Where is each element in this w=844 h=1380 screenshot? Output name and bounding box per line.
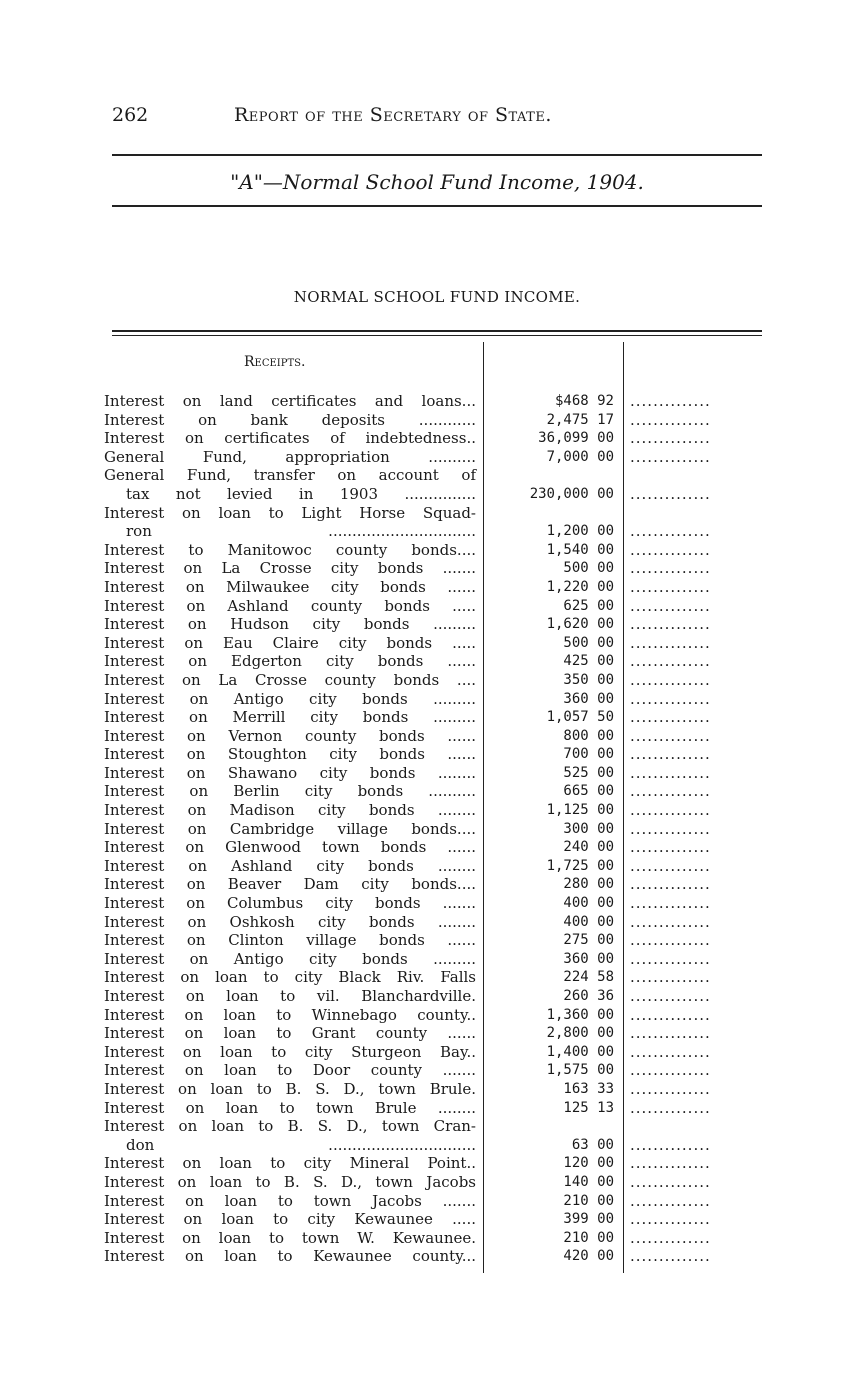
row-amount: 420 00 [563, 1248, 614, 1265]
row-dot-leader: .............. [630, 763, 711, 782]
row-description [104, 894, 476, 913]
row-description [104, 559, 476, 578]
row-amount: 1,220 00 [546, 578, 614, 595]
row-description [104, 1154, 476, 1173]
row-description [104, 597, 476, 616]
row-amount: 140 00 [563, 1173, 614, 1190]
row-dot-leader: .............. [630, 856, 711, 875]
row-amount: 525 00 [563, 764, 614, 781]
row-description-line: Interest on Antigo city bonds ......... [104, 689, 476, 708]
row-dot-leader: .............. [630, 429, 711, 448]
row-description [104, 1210, 476, 1229]
receipts-rows [104, 392, 762, 1266]
row-amount: 625 00 [563, 597, 614, 614]
table-row [104, 875, 762, 894]
row-amount: 1,360 00 [546, 1006, 614, 1023]
row-dot-leader: .............. [630, 577, 711, 596]
table-row [104, 1043, 762, 1062]
row-amount: 1,575 00 [546, 1062, 614, 1079]
table-row [104, 1024, 762, 1043]
section-title: NORMAL SCHOOL FUND INCOME. [293, 288, 581, 306]
row-description-line: Interest on loan to Kewaunee county... [104, 1247, 476, 1266]
row-description-continuation: don ............................... [126, 1135, 476, 1154]
row-amount: 360 00 [563, 950, 614, 967]
row-description-line: Interest on loan to B. S. D., town Cran- [104, 1117, 476, 1136]
row-description-line: Interest on La Crosse county bonds .... [104, 670, 476, 689]
row-description [104, 1080, 476, 1099]
row-dot-leader: .............. [630, 410, 711, 429]
row-description [104, 950, 476, 969]
row-amount: 163 33 [563, 1080, 614, 1097]
row-description-line: Interest on loan to city Sturgeon Bay.. [104, 1042, 476, 1061]
row-description-line: Interest on Berlin city bonds .......... [104, 782, 476, 801]
row-amount: 500 00 [563, 560, 614, 577]
row-description [104, 1006, 476, 1025]
row-amount: 2,475 17 [546, 411, 614, 428]
row-description [104, 968, 476, 987]
row-description-line: Interest on Vernon county bonds ...... [104, 726, 476, 745]
row-description [104, 541, 476, 560]
row-description [104, 1024, 476, 1043]
row-description [104, 671, 476, 690]
row-description [104, 1043, 476, 1062]
row-amount: 300 00 [563, 820, 614, 837]
row-description-continuation: ron ............................... [126, 522, 476, 541]
row-dot-leader: .............. [630, 392, 711, 410]
row-amount: 1,540 00 [546, 541, 614, 558]
table-row [104, 727, 762, 746]
row-dot-leader: .............. [630, 819, 711, 838]
row-dot-leader: .............. [630, 875, 711, 894]
row-dot-leader: .............. [630, 633, 711, 652]
row-amount: 1,400 00 [546, 1043, 614, 1060]
row-description [104, 411, 476, 430]
row-description-line: Interest on loan to Door county ....... [104, 1061, 476, 1080]
table-row [104, 1247, 762, 1266]
table-row [104, 1173, 762, 1192]
row-amount: 800 00 [563, 727, 614, 744]
row-description [104, 1061, 476, 1080]
row-description-line: Interest on Clinton village bonds ...... [104, 931, 476, 950]
table-row [104, 671, 762, 690]
table-rule-top [112, 330, 762, 332]
running-title: Report of the Secretary of State. [234, 104, 552, 126]
row-description [104, 429, 476, 448]
table-row [104, 913, 762, 932]
row-description-line: Interest on loan to city Kewaunee ..... [104, 1210, 476, 1229]
row-description [104, 857, 476, 876]
row-dot-leader: .............. [630, 912, 711, 931]
table-row [104, 578, 762, 597]
row-description-line: Interest on certificates of indebtedness.. [104, 429, 476, 448]
row-description [104, 764, 476, 783]
page-number: 262 [112, 104, 149, 126]
table-row [104, 745, 762, 764]
row-description-line: Interest on loan to city Mineral Point.. [104, 1154, 476, 1173]
row-dot-leader: .............. [630, 1042, 711, 1061]
row-dot-leader: .............. [630, 708, 711, 727]
header-rule-bottom [112, 205, 762, 207]
row-description-line: Interest on Edgerton city bonds ...... [104, 652, 476, 671]
row-description-line: Interest on Madison city bonds ........ [104, 801, 476, 820]
table-row [104, 690, 762, 709]
row-amount: 350 00 [563, 671, 614, 688]
row-dot-leader: .............. [630, 559, 711, 578]
row-dot-leader: .............. [630, 1098, 711, 1117]
row-dot-leader: .............. [630, 838, 711, 857]
row-dot-leader: .............. [630, 1191, 711, 1210]
row-dot-leader: .............. [630, 801, 711, 820]
row-amount: 500 00 [563, 634, 614, 651]
row-description [104, 392, 476, 411]
table-row [104, 1229, 762, 1248]
row-description-line: Interest on land certificates and loans... [104, 392, 476, 410]
row-description-line: Interest on La Crosse city bonds ....... [104, 559, 476, 578]
row-amount: 1,620 00 [546, 616, 614, 633]
table-row [104, 466, 762, 503]
table-row [104, 1210, 762, 1229]
row-amount: 665 00 [563, 783, 614, 800]
row-dot-leader: .............. [630, 745, 711, 764]
table-row [104, 838, 762, 857]
row-dot-leader: .............. [630, 1247, 711, 1266]
row-amount: 1,725 00 [546, 857, 614, 874]
row-amount: 275 00 [563, 932, 614, 949]
row-amount: 2,800 00 [546, 1025, 614, 1042]
row-dot-leader: .............. [630, 652, 711, 671]
row-dot-leader: .............. [630, 894, 711, 913]
row-amount: 360 00 [563, 690, 614, 707]
table-row [104, 820, 762, 839]
row-dot-leader: .............. [630, 447, 711, 466]
table-row [104, 1061, 762, 1080]
table-row [104, 429, 762, 448]
row-amount: 399 00 [563, 1211, 614, 1228]
row-dot-leader: .............. [630, 987, 711, 1005]
table-row [104, 392, 762, 411]
row-amount: 125 13 [563, 1099, 614, 1116]
row-amount: 63 00 [571, 1136, 614, 1153]
table-row [104, 1099, 762, 1118]
row-description [104, 987, 476, 1006]
row-dot-leader: .............. [630, 1135, 711, 1154]
row-dot-leader: .............. [630, 670, 711, 689]
row-description-line: Interest on Stoughton city bonds ...... [104, 745, 476, 764]
table-row [104, 801, 762, 820]
row-description [104, 820, 476, 839]
row-description [104, 875, 476, 894]
row-description [104, 690, 476, 709]
row-description-line: Interest on Ashland county bonds ..... [104, 596, 476, 615]
row-dot-leader: .............. [630, 1079, 711, 1098]
row-dot-leader: .............. [630, 522, 711, 541]
table-row [104, 652, 762, 671]
row-description [104, 838, 476, 857]
table-row [104, 857, 762, 876]
row-description [104, 1117, 476, 1154]
row-amount: 36,099 00 [538, 430, 614, 447]
row-amount: 230,000 00 [529, 485, 614, 502]
row-description [104, 1229, 476, 1248]
row-dot-leader: .............. [630, 1061, 711, 1080]
row-description [104, 634, 476, 653]
row-amount: 224 58 [563, 969, 614, 986]
row-amount: 120 00 [563, 1155, 614, 1172]
table-row [104, 931, 762, 950]
row-description-line: Interest on Ashland city bonds ........ [104, 856, 476, 875]
row-dot-leader: .............. [630, 1210, 711, 1229]
table-row [104, 1006, 762, 1025]
table-row [104, 782, 762, 801]
table-row [104, 950, 762, 969]
row-description [104, 782, 476, 801]
table-row [104, 504, 762, 541]
table-row [104, 615, 762, 634]
row-description [104, 745, 476, 764]
row-description-line: Interest on Glenwood town bonds ...... [104, 838, 476, 857]
row-description-line: Interest on loan to Light Horse Squad- [104, 503, 476, 522]
row-description [104, 1192, 476, 1211]
row-description [104, 448, 476, 467]
row-description-line: Interest on Eau Claire city bonds ..... [104, 633, 476, 652]
table-row [104, 634, 762, 653]
row-description-line: Interest on loan to town Brule ........ [104, 1098, 476, 1117]
row-amount: 425 00 [563, 653, 614, 670]
header-rule-top [112, 154, 762, 156]
row-dot-leader: .............. [630, 1172, 711, 1191]
row-amount: 7,000 00 [546, 448, 614, 465]
row-description [104, 504, 476, 541]
row-description [104, 1247, 476, 1266]
row-description-line: Interest on loan to B. S. D., town Brule. [104, 1079, 476, 1098]
column-header-receipts: Receipts. [244, 354, 306, 370]
row-description [104, 913, 476, 932]
row-amount: 260 36 [563, 988, 614, 1004]
row-description [104, 727, 476, 746]
row-amount: 210 00 [563, 1229, 614, 1246]
row-amount: 1,125 00 [546, 802, 614, 819]
row-description-line: Interest on loan to vil. Blanchardville. [104, 987, 476, 1005]
row-amount: 280 00 [563, 876, 614, 893]
row-description-line: Interest on Merrill city bonds ......... [104, 708, 476, 727]
row-description [104, 931, 476, 950]
row-description-line: Interest to Manitowoc county bonds.... [104, 540, 476, 559]
table-row [104, 1080, 762, 1099]
row-amount: 700 00 [563, 746, 614, 763]
row-dot-leader: .............. [630, 615, 711, 634]
table-row [104, 987, 762, 1006]
row-description-line: Interest on loan to Grant county ...... [104, 1024, 476, 1043]
row-description [104, 801, 476, 820]
row-description [104, 615, 476, 634]
table-row [104, 597, 762, 616]
row-dot-leader: .............. [630, 540, 711, 559]
row-description [104, 1099, 476, 1118]
row-description-line: Interest on Hudson city bonds ......... [104, 615, 476, 634]
row-description-line: Interest on Beaver Dam city bonds.... [104, 875, 476, 894]
row-description-line: Interest on loan to B. S. D., town Jacobs [104, 1172, 476, 1191]
row-description-line: General Fund, appropriation .......... [104, 447, 476, 466]
table-row [104, 708, 762, 727]
row-dot-leader: .............. [630, 689, 711, 708]
row-dot-leader: .............. [630, 931, 711, 950]
table-row [104, 559, 762, 578]
row-dot-leader: .............. [630, 782, 711, 801]
row-description-line: Interest on Shawano city bonds ........ [104, 763, 476, 782]
row-description [104, 1173, 476, 1192]
table-row [104, 411, 762, 430]
row-description-line: General Fund, transfer on account of [104, 466, 476, 485]
table-row [104, 1154, 762, 1173]
row-amount: 400 00 [563, 895, 614, 912]
row-dot-leader: .............. [630, 968, 711, 987]
row-amount: $468 92 [554, 393, 614, 409]
row-description-line: Interest on Oshkosh city bonds ........ [104, 912, 476, 931]
page-subtitle: "A"—Normal School Fund Income, 1904. [230, 170, 644, 194]
table-row [104, 894, 762, 913]
row-description-line: Interest on loan to Winnebago county.. [104, 1005, 476, 1024]
row-description-line: Interest on bank deposits ............ [104, 410, 476, 429]
row-amount: 400 00 [563, 913, 614, 930]
table-rule-top-thin [112, 335, 762, 336]
receipts-table [104, 338, 762, 1273]
row-description-line: Interest on loan to city Black Riv. Falls [104, 968, 476, 987]
row-amount: 240 00 [563, 839, 614, 856]
row-dot-leader: .............. [630, 726, 711, 745]
row-dot-leader: .............. [630, 1154, 711, 1173]
row-description [104, 466, 476, 503]
row-amount: 1,200 00 [546, 523, 614, 540]
row-amount: 1,057 50 [546, 709, 614, 726]
row-description-continuation: tax not levied in 1903 ............... [126, 484, 476, 503]
row-description-line: Interest on loan to town W. Kewaunee. [104, 1228, 476, 1247]
table-row [104, 1117, 762, 1154]
row-description [104, 708, 476, 727]
table-row [104, 764, 762, 783]
row-description-line: Interest on Cambridge village bonds.... [104, 819, 476, 838]
table-row [104, 1192, 762, 1211]
row-dot-leader: .............. [630, 1228, 711, 1247]
row-description-line: Interest on loan to town Jacobs ....... [104, 1191, 476, 1210]
row-description-line: Interest on Milwaukee city bonds ...... [104, 577, 476, 596]
row-amount: 210 00 [563, 1192, 614, 1209]
table-row [104, 541, 762, 560]
row-dot-leader: .............. [630, 596, 711, 615]
row-description-line: Interest on Antigo city bonds ......... [104, 949, 476, 968]
row-dot-leader: .............. [630, 1024, 711, 1043]
row-description-line: Interest on Columbus city bonds ....... [104, 894, 476, 913]
row-dot-leader: .............. [630, 484, 711, 503]
row-dot-leader: .............. [630, 949, 711, 968]
row-dot-leader: .............. [630, 1005, 711, 1024]
table-row [104, 968, 762, 987]
row-description [104, 652, 476, 671]
table-row [104, 448, 762, 467]
row-description [104, 578, 476, 597]
